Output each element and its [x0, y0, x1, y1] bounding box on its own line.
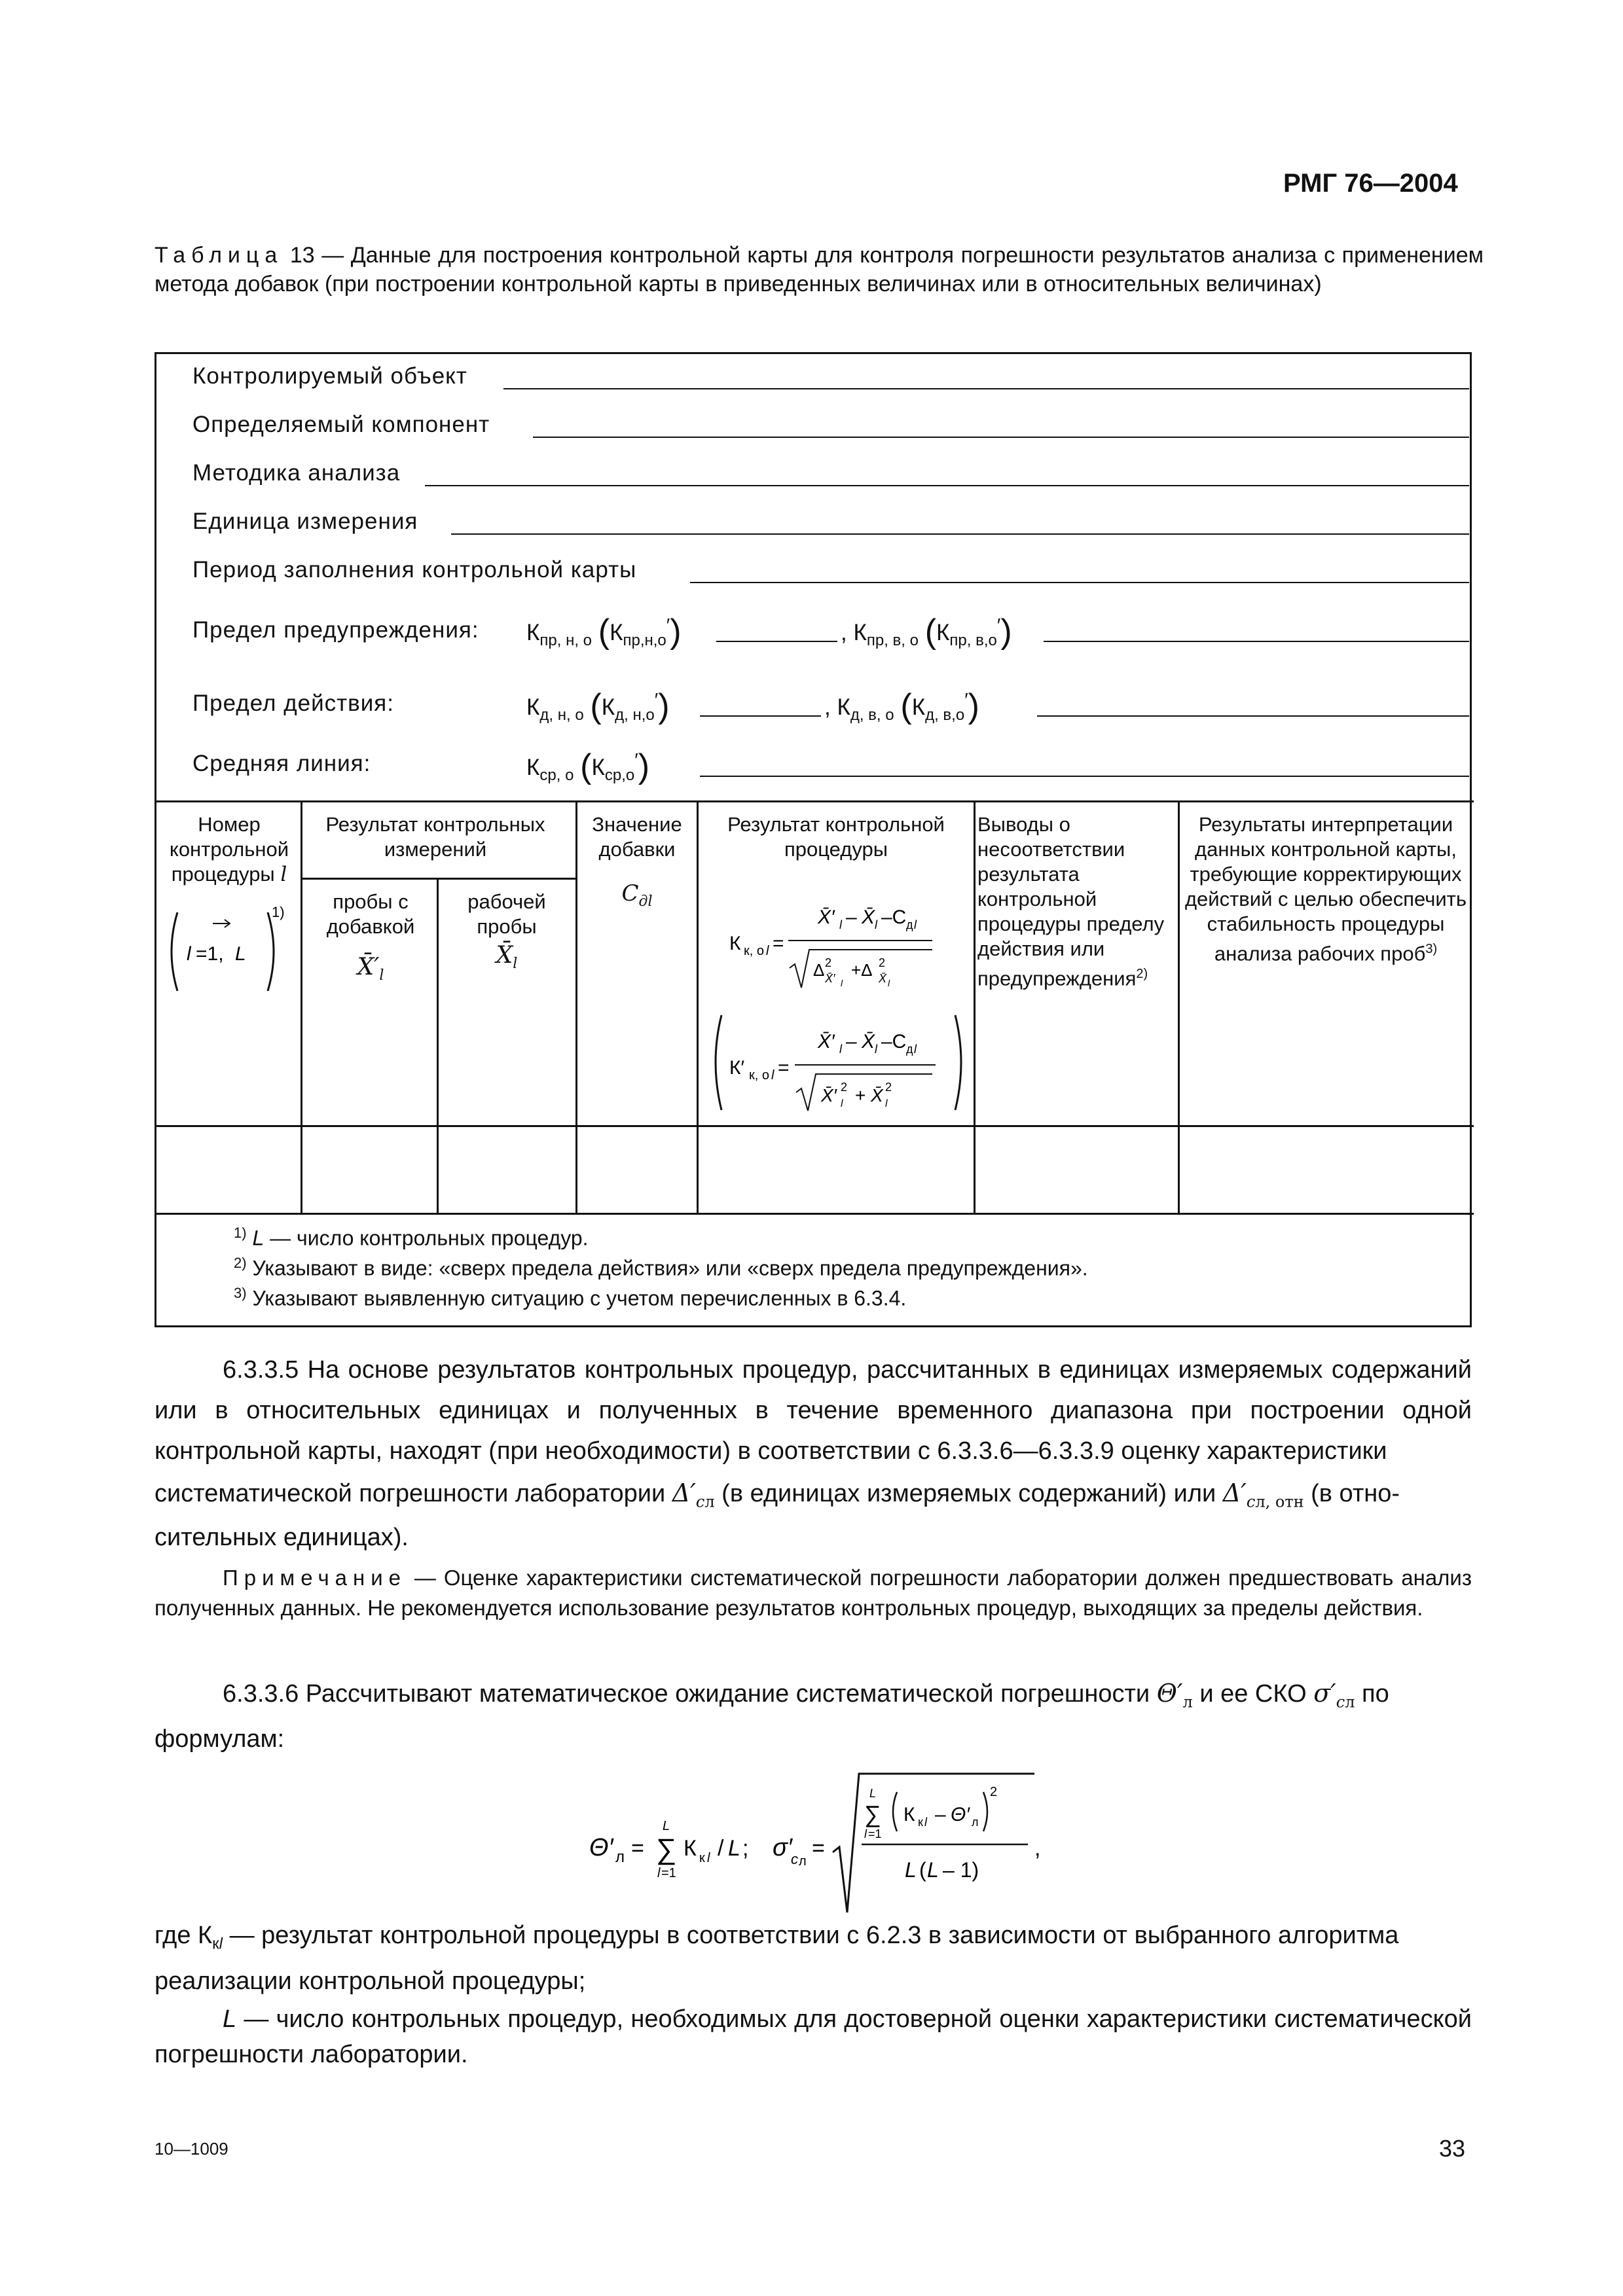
col-header-conclusions [977, 812, 1176, 991]
definition-k-text: — результат контрольной процедуры в соответствии с 6.2.3 в зависимости от выбранного алгоритма [229, 1922, 1399, 1949]
warning-limit-label: Предел предупреждения: [192, 617, 479, 643]
svg-text:Δ: Δ [813, 960, 825, 980]
caption-text: 13 — Данные для построения контрольной карты для контроля погрешности результатов анализа с применением метода добавок (при построении контрольной карты в приведенных величинах или в относительных величинах) [155, 243, 1484, 296]
svg-text:l: l [707, 1851, 710, 1865]
svg-text:=: = [778, 1057, 790, 1079]
svg-text:L: L [663, 1819, 670, 1833]
svg-text:l: l [657, 1866, 661, 1880]
svg-text:l: l [766, 944, 769, 958]
svg-text:∑: ∑ [864, 1801, 881, 1827]
p2-text-1: 6.3.3.6 Рассчитывают математическое ожидание систематической погрешности [223, 1680, 1150, 1708]
svg-text:l: l [864, 1827, 867, 1840]
svg-text:X̄′: X̄′ [825, 972, 835, 985]
warning-upper-line [1044, 641, 1469, 642]
svg-text:л: л [799, 1854, 807, 1869]
svg-text:2: 2 [990, 1785, 998, 1799]
col-conclusions-sup: 2) [1136, 967, 1148, 981]
center-line-label: Средняя линия: [192, 751, 371, 776]
svg-text:2: 2 [825, 956, 832, 969]
paragraph-6-3-3-5-cont [155, 1473, 1472, 1522]
col-header-number [158, 812, 301, 887]
col-additive-symbol: $C_{дl}$ [621, 880, 653, 910]
col-number-formula [163, 903, 297, 1001]
footnote-2-text: Указывают в виде: «сверх предела действия» или «сверх предела предупреждения». [252, 1256, 1088, 1280]
svg-text:L: L [235, 943, 246, 965]
svg-text:X̄′: X̄′ [818, 1031, 835, 1052]
grid-line [156, 1213, 1474, 1215]
svg-text:X̄: X̄ [862, 1031, 875, 1052]
svg-text:/: / [718, 1836, 724, 1861]
svg-text:к, о: к, о [744, 944, 764, 958]
p1-text-3: (в отно- [1311, 1480, 1400, 1507]
svg-text:д: д [906, 918, 913, 931]
page-number: 33 [1439, 2135, 1466, 2162]
col-number-var: l [280, 863, 287, 886]
svg-text:L: L [905, 1858, 917, 1882]
svg-text:2: 2 [879, 956, 886, 969]
footnote-3-mark: 3) [234, 1285, 247, 1301]
col-header-working: рабочей пробы [467, 890, 546, 938]
svg-text:X̄: X̄ [879, 972, 887, 985]
paragraph-6-3-3-6 [155, 1673, 1472, 1723]
svg-text:–C: –C [881, 1031, 907, 1052]
svg-text:l: l [914, 918, 917, 931]
col-spiked-symbol: $X̄'_l$ [357, 954, 384, 984]
grid-line [1178, 800, 1180, 1213]
definition-k-cont: реализации контрольной процедуры; [155, 1967, 586, 1995]
col-header-additive: Значение добавки [592, 813, 682, 861]
svg-text:σ′: σ′ [773, 1834, 793, 1861]
svg-text:c: c [791, 1851, 798, 1867]
footnote-3-text: Указывают выявленную ситуацию с учетом перечисленных в 6.3.4. [252, 1286, 907, 1310]
delta-sl-rel-symbol: $\Delta'_{cл, отн}$ [1222, 1479, 1304, 1511]
col-conclusions-text: Выводы о несоответствии результата контрольной процедуры пределу действия или предупреждения [977, 813, 1165, 990]
k-symbol: $К_{кl}$ [198, 1922, 223, 1953]
svg-text:+Δ: +Δ [851, 960, 873, 980]
svg-text:–: – [846, 1031, 857, 1052]
footnote-1-mark: 1) [234, 1225, 247, 1241]
col-procedure-formulas [703, 884, 972, 1120]
footnote-2 [234, 1255, 1088, 1281]
svg-text:к, о: к, о [749, 1068, 769, 1083]
center-line-value: $К_{ср, о}$ $(К_{ср,о}')$ [526, 747, 650, 785]
formula-theta-sigma [576, 1767, 1048, 1924]
definition-l [155, 2001, 1472, 2072]
field-line-unit [451, 533, 1469, 535]
grid-line [301, 800, 302, 1213]
svg-text:L: L [927, 1858, 939, 1882]
svg-text:L: L [728, 1836, 740, 1861]
svg-text:1): 1) [272, 904, 285, 920]
svg-text:к: к [918, 1816, 923, 1829]
field-line-method [425, 485, 1469, 486]
svg-text:X̄: X̄ [862, 906, 875, 928]
definition-l-text: — число контрольных процедур, необходимых для достоверной оценки характеристики систематической погрешности лаборатории. [155, 2005, 1472, 2068]
svg-text:–C: –C [881, 906, 907, 928]
warning-limit-upper: , $К_{пр, в, о}$ $(К_{пр, в,о}')$ [841, 613, 1012, 651]
p1-text-1: систематической погрешности лаборатории [155, 1480, 666, 1507]
svg-text:–: – [846, 906, 857, 928]
caption-prefix: Таблица [155, 243, 283, 268]
svg-text:=1: =1 [661, 1866, 676, 1880]
col-number-text: Номер контрольной процедуры [169, 813, 289, 886]
paragraph-formulas-intro: формулам: [155, 1725, 285, 1753]
col-header-interpretation [1182, 812, 1470, 966]
p1-text-2: (в единицах измеряемых содержаний) или [721, 1480, 1216, 1507]
action-limit-upper: , $К_{д, в, о}$ $(К_{д, в,о}')$ [824, 687, 979, 725]
svg-text:,: , [1034, 1836, 1041, 1861]
svg-text:– 1): – 1) [943, 1858, 979, 1882]
action-limit-lower: $К_{д, н, о}$ $(К_{д, н,о}')$ [526, 687, 670, 725]
svg-text:К′: К′ [729, 1057, 745, 1079]
col-header-procedure: Результат контрольной процедуры [727, 813, 945, 861]
field-label-object: Контролируемый объект [192, 363, 467, 389]
svg-text:Θ′: Θ′ [951, 1804, 970, 1825]
field-line-object [503, 388, 1469, 389]
p2-text-2: и ее СКО [1199, 1680, 1307, 1708]
svg-text:X̄: X̄ [871, 1085, 883, 1105]
grid-line [974, 800, 976, 1213]
footnote-1-text: — число контрольных процедур. [270, 1226, 589, 1250]
footer-print-code: 10—1009 [155, 2139, 228, 2159]
svg-text:L: L [869, 1787, 877, 1800]
grid-line [301, 878, 575, 880]
grid-line [156, 800, 1474, 802]
svg-text:К: К [903, 1804, 915, 1825]
svg-text:=1: =1 [868, 1827, 882, 1840]
svg-text:–: – [935, 1804, 946, 1825]
delta-sl-symbol: $\Delta'_{cл}$ [672, 1479, 715, 1511]
svg-text:l: l [841, 978, 843, 988]
action-lower-line [700, 715, 821, 717]
svg-text:l: l [187, 943, 191, 965]
footnote-1-var: L [252, 1226, 264, 1250]
action-limit-label: Предел действия: [192, 691, 394, 716]
note-prefix: Примечание [223, 1566, 407, 1590]
svg-text:l: l [914, 1043, 917, 1056]
p2-text-3: по [1362, 1680, 1389, 1708]
warning-lower-line [716, 641, 837, 642]
svg-text:=: = [812, 1836, 825, 1861]
svg-text:l: l [839, 1043, 842, 1056]
sigma-sl-symbol: $\sigma'_{cл}$ [1313, 1679, 1355, 1712]
svg-text:l: l [885, 1098, 888, 1109]
svg-text:∑: ∑ [656, 1833, 677, 1865]
svg-text:l: l [875, 1043, 877, 1056]
paragraph-6-3-3-5: 6.3.3.5 На основе результатов контрольных процедур, рассчитанных в единицах измеряемых содержаний или в относительных единицах и полученных в течение временного диапазона при построении одной контрольной карты, находят (при необходимости) в соответствии с 6.3.3.6—6.3.3.9 оценку характеристики [155, 1356, 1472, 1465]
svg-text:к: к [699, 1851, 705, 1865]
svg-text:l: l [875, 918, 877, 931]
svg-text:=: = [631, 1836, 644, 1861]
svg-text:l: l [888, 978, 890, 988]
field-label-unit: Единица измерения [192, 509, 418, 534]
table-caption [155, 241, 1484, 298]
paragraph-6-3-3-5-end: сительных единицах). [155, 1524, 409, 1551]
svg-text:(: ( [919, 1858, 926, 1882]
col-working-symbol: $X̄_l$ [496, 942, 518, 973]
svg-text:+: + [855, 1085, 866, 1105]
svg-text:X̄′: X̄′ [821, 1085, 837, 1105]
grid-line [697, 800, 699, 1213]
svg-text:=1,: =1, [196, 943, 224, 965]
definition-k [155, 1915, 1472, 1965]
svg-text:л: л [615, 1848, 625, 1866]
col-interpretation-text: Результаты интерпретации данных контрольной карты, требующие корректирующих действий с целью обеспечить стабильность процедуры анализа рабочих проб [1184, 813, 1467, 965]
center-line-line [700, 776, 1469, 777]
theta-sl-symbol: $\Theta'_л$ [1156, 1679, 1193, 1712]
l-symbol: L [223, 2005, 237, 2033]
footnote-1 [234, 1225, 589, 1251]
where-word: где [155, 1922, 191, 1949]
col-header-results: Результат контрольных измерений [325, 813, 545, 861]
svg-text:Θ′: Θ′ [589, 1834, 613, 1861]
footnote-3 [234, 1285, 906, 1311]
svg-text:l: l [841, 1098, 843, 1109]
note [155, 1563, 1472, 1623]
action-upper-line [1037, 715, 1469, 717]
control-chart-table [155, 352, 1472, 1327]
svg-text:л: л [972, 1816, 979, 1829]
field-line-period [690, 582, 1469, 583]
note-text: — Оценке характеристики систематической погрешности лаборатории должен предшествовать анализ полученных данных. Не рекомендуется использование результатов контрольных процедур, выходящих за пределы действия. [155, 1566, 1472, 1620]
field-label-method: Методика анализа [192, 460, 401, 486]
field-label-component: Определяемый компонент [192, 412, 490, 437]
svg-text:=: = [773, 933, 784, 954]
grid-line [156, 1125, 1474, 1127]
svg-text:К: К [729, 933, 741, 954]
document-code: РМГ 76—2004 [1283, 169, 1458, 198]
field-label-period: Период заполнения контрольной карты [192, 557, 637, 583]
svg-text:К: К [684, 1836, 697, 1861]
col-header-spiked: пробы с добавкой [326, 890, 415, 938]
grid-line [575, 800, 577, 1213]
svg-text:2: 2 [841, 1081, 848, 1094]
grid-line [437, 878, 439, 1213]
svg-text:X̄′: X̄′ [818, 906, 835, 928]
svg-text:l: l [839, 918, 842, 931]
svg-text:д: д [906, 1043, 913, 1056]
warning-limit-lower: $К_{пр, н, о}$ $(К_{пр,н,о}')$ [526, 613, 682, 651]
field-line-component [533, 437, 1469, 438]
footnote-2-mark: 2) [234, 1255, 247, 1271]
col-interpretation-sup: 3) [1425, 942, 1438, 956]
svg-text:l: l [924, 1816, 927, 1829]
svg-text:l: l [771, 1068, 775, 1083]
svg-text:2: 2 [885, 1081, 892, 1094]
svg-text:;: ; [742, 1836, 749, 1861]
